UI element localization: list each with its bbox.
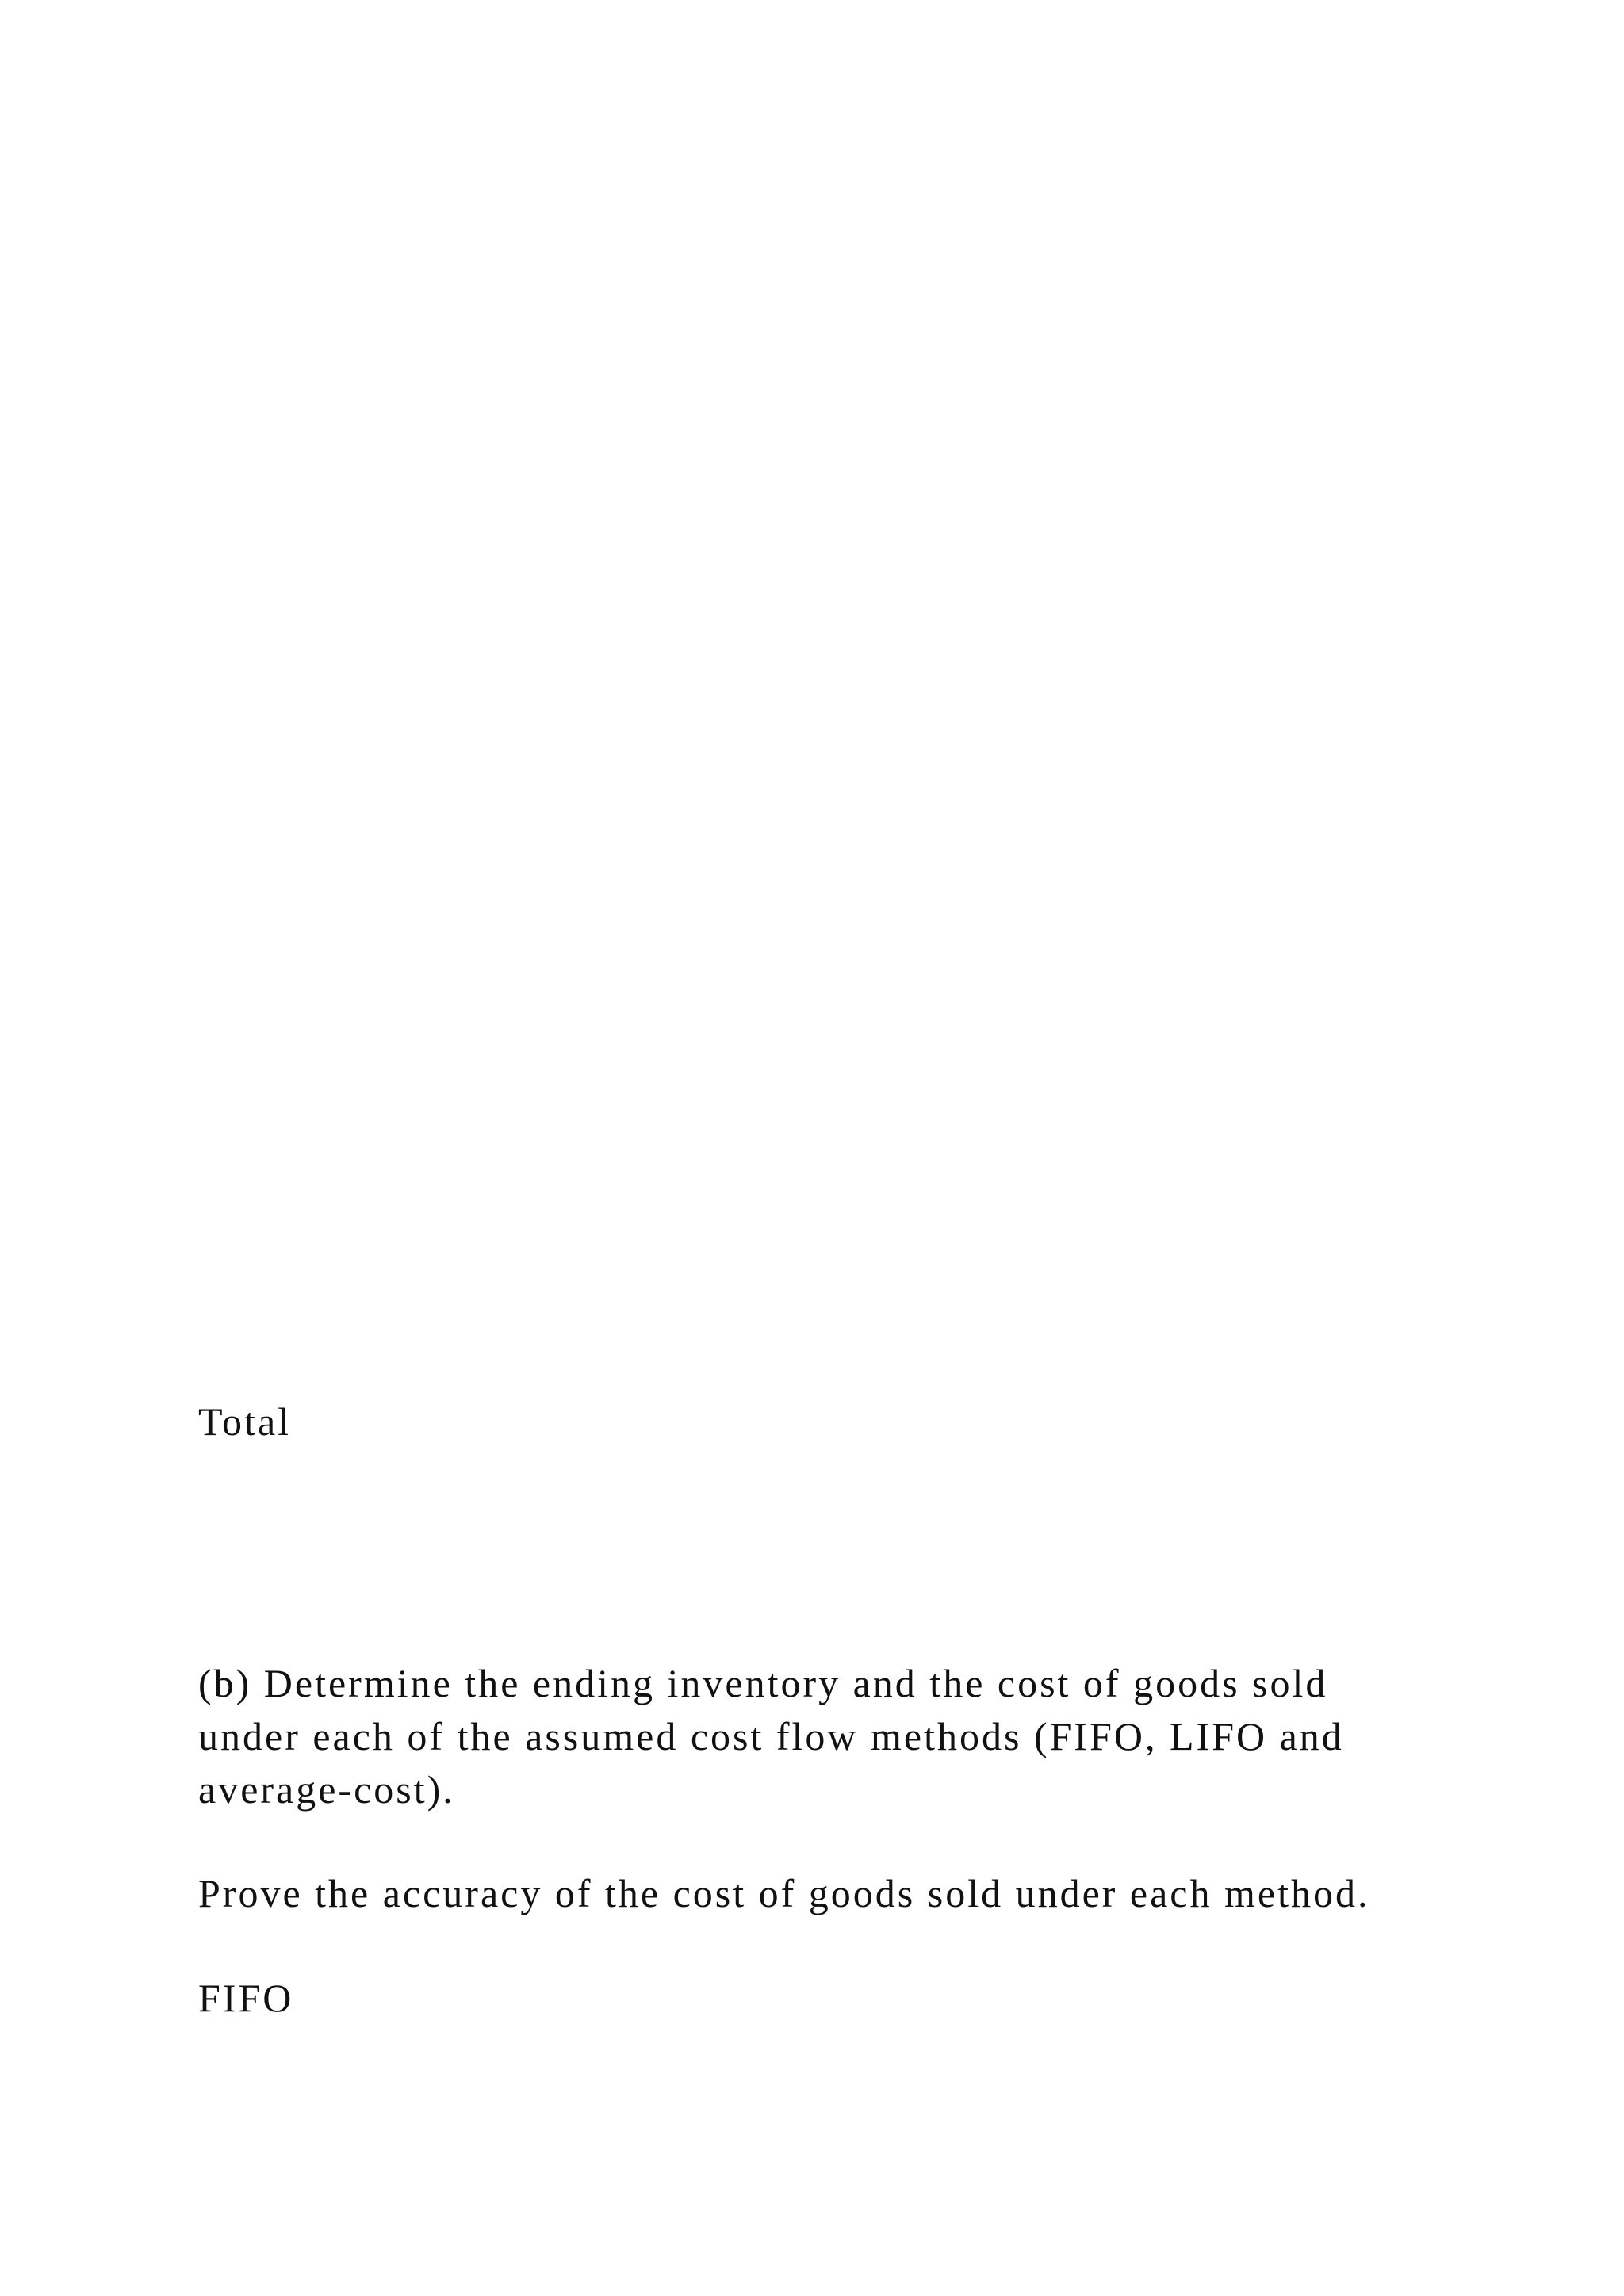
question-b-line-1: (b) Determine the ending inventory and the cost of goods sold (198, 1661, 1328, 1705)
question-b-line-2: under each of the assumed cost flow methods (FIFO, LIFO and (198, 1714, 1344, 1758)
fifo-heading: FIFO (198, 1976, 294, 2020)
question-b (198, 1657, 1467, 1816)
question-b-line-3: average-cost). (198, 1767, 455, 1812)
prove-instruction: Prove the accuracy of the cost of goods sold under each method. (198, 1871, 1370, 1915)
total-label: Total (198, 1399, 292, 1444)
